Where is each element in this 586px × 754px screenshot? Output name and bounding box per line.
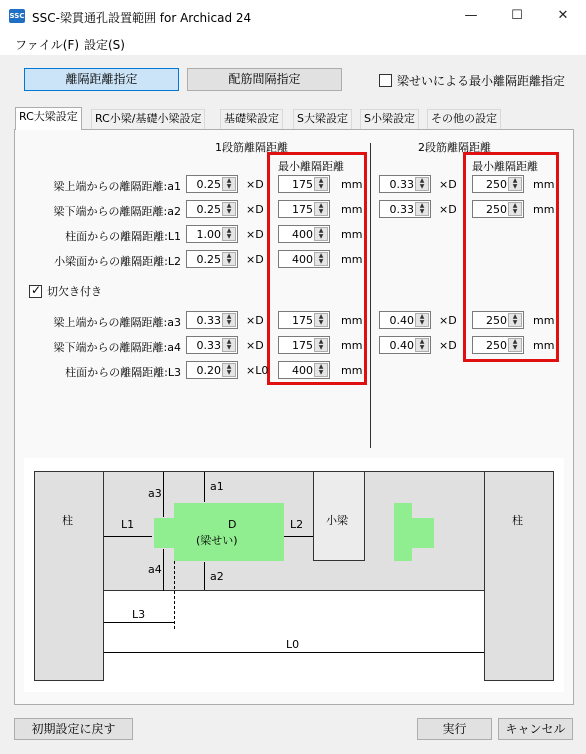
section2-title: 2段筋離隔距離	[418, 141, 491, 154]
tab-rc-main-beam[interactable]: RC大梁設定	[15, 107, 82, 130]
l1-dim: L1	[121, 518, 135, 531]
l1-xd: ×D	[246, 228, 264, 241]
app-icon: SSC	[9, 9, 25, 23]
window-title: SSC-梁貫通孔設置範囲 for Archicad 24	[32, 11, 252, 25]
l3-label: 柱面からの離隔距離:L3	[65, 366, 181, 379]
section1-title: 1段筋離隔距離	[215, 141, 288, 154]
a4-mm-input-2[interactable]: 250 ▲ ▼	[472, 336, 524, 354]
a1-xd-2: ×D	[439, 178, 457, 191]
l2-mm-input[interactable]: 400 ▲ ▼	[278, 250, 330, 268]
min-distance-header-1: 最小離隔距離	[278, 160, 344, 173]
a1-dim-line	[204, 472, 205, 502]
left-column-label: 柱	[62, 514, 73, 527]
a4-label: 梁下端からの離隔距離:a4	[53, 341, 181, 354]
l2-label: 小梁面からの離隔距離:L2	[54, 255, 181, 268]
a4-mm-input[interactable]: 175 ▲ ▼	[278, 336, 330, 354]
beam-diagram	[24, 458, 564, 692]
a2-unit-2: mm	[533, 203, 555, 216]
a3-unit: mm	[341, 314, 363, 327]
close-button[interactable]: ✕	[557, 8, 569, 23]
right-column-label: 柱	[512, 514, 523, 527]
d-label: D	[228, 518, 237, 531]
l2-xd: ×D	[246, 253, 264, 266]
a2-unit: mm	[341, 203, 363, 216]
a3-dim-line	[163, 472, 164, 517]
a1-xd: ×D	[246, 178, 264, 191]
a2-xd-2: ×D	[439, 203, 457, 216]
left-column	[34, 471, 104, 681]
a4-unit: mm	[341, 339, 363, 352]
a1-factor-input[interactable]: 0.25 ▲ ▼	[186, 175, 238, 193]
l3-unit: mm	[341, 364, 363, 377]
a1-mm-input[interactable]: 175 ▲ ▼	[278, 175, 330, 193]
a3-xd: ×D	[246, 314, 264, 327]
menu-settings[interactable]: 設定(S)	[84, 38, 125, 52]
hole-notch-right	[410, 518, 434, 548]
a3-unit-2: mm	[533, 314, 555, 327]
l2-dim: L2	[290, 518, 304, 531]
a4-dim-line	[163, 549, 164, 591]
beam-depth-label: 梁せいによる最小離隔距離指定	[397, 74, 566, 88]
tab-other-settings[interactable]: その他の設定	[427, 109, 501, 129]
l1-dim-line	[104, 536, 152, 537]
l2-unit: mm	[341, 253, 363, 266]
l3-xl0: ×L0	[246, 364, 269, 377]
a2-factor-input[interactable]: 0.25 ▲ ▼	[186, 200, 238, 218]
min-distance-header-2: 最小離隔距離	[472, 160, 538, 173]
a1-mm-input-2[interactable]: 250 ▲ ▼	[472, 175, 524, 193]
tab-foundation-beam[interactable]: 基礎梁設定	[220, 109, 283, 129]
l3-dim: L3	[132, 608, 146, 621]
pitch-mode-button[interactable]: 配筋間隔指定	[187, 68, 342, 91]
a3-mm-input-2[interactable]: 250 ▲ ▼	[472, 311, 524, 329]
a3-xd-2: ×D	[439, 314, 457, 327]
a1-unit-2: mm	[533, 178, 555, 191]
a2-factor-input-2[interactable]: 0.33 ▲ ▼	[379, 200, 431, 218]
beam-depth-checkbox[interactable]	[379, 74, 392, 87]
minimize-button[interactable]: —	[464, 8, 478, 23]
l1-unit: mm	[341, 228, 363, 241]
a2-xd: ×D	[246, 203, 264, 216]
reset-button[interactable]: 初期設定に戻す	[14, 718, 133, 740]
a4-factor-input[interactable]: 0.33 ▲ ▼	[186, 336, 238, 354]
l3-factor-input[interactable]: 0.20 ▲ ▼	[186, 361, 238, 379]
a4-unit-2: mm	[533, 339, 555, 352]
l0-dim-line	[104, 652, 484, 653]
l2-factor-input[interactable]: 0.25 ▲ ▼	[186, 250, 238, 268]
l1-label: 柱面からの離隔距離:L1	[65, 230, 181, 243]
a3-mm-input[interactable]: 175 ▲ ▼	[278, 311, 330, 329]
a4-xd-2: ×D	[439, 339, 457, 352]
notch-label: 切欠き付き	[47, 285, 102, 298]
d-sub-label: (梁せい)	[196, 534, 238, 547]
tab-rc-sub-beam[interactable]: RC小梁/基礎小梁設定	[91, 109, 205, 129]
maximize-button[interactable]: ☐	[511, 8, 523, 23]
a1-label: 梁上端からの離隔距離:a1	[53, 180, 181, 193]
l1-factor-input[interactable]: 1.00 ▲ ▼	[186, 225, 238, 243]
cancel-button[interactable]: キャンセル	[498, 718, 573, 740]
a3-label: 梁上端からの離隔距離:a3	[53, 316, 181, 329]
run-button[interactable]: 実行	[417, 718, 492, 740]
a1-factor-input-2[interactable]: 0.33 ▲ ▼	[379, 175, 431, 193]
l3-extension-line	[174, 561, 175, 629]
l3-mm-input[interactable]: 400 ▲ ▼	[278, 361, 330, 379]
tab-s-main-beam[interactable]: S大梁設定	[293, 109, 352, 129]
a2-mm-input-2[interactable]: 250 ▲ ▼	[472, 200, 524, 218]
section-divider	[370, 143, 371, 448]
right-column	[484, 471, 554, 681]
a2-mm-input[interactable]: 175 ▲ ▼	[278, 200, 330, 218]
a2-dim-line	[204, 562, 205, 590]
notch-checkbox[interactable]	[29, 285, 42, 298]
a2-dim: a2	[210, 570, 224, 583]
sub-beam-label: 小梁	[326, 514, 348, 527]
tab-s-sub-beam[interactable]: S小梁設定	[360, 109, 419, 129]
l2-dim-line	[284, 536, 313, 537]
l1-mm-input[interactable]: 400 ▲ ▼	[278, 225, 330, 243]
a1-unit: mm	[341, 178, 363, 191]
a4-factor-input-2[interactable]: 0.40 ▲ ▼	[379, 336, 431, 354]
a4-dim: a4	[148, 563, 162, 576]
l3-dim-line	[104, 622, 174, 623]
a3-factor-input[interactable]: 0.33 ▲ ▼	[186, 311, 238, 329]
a2-label: 梁下端からの離隔距離:a2	[53, 205, 181, 218]
a1-dim: a1	[210, 480, 224, 493]
a4-xd: ×D	[246, 339, 264, 352]
a3-dim: a3	[148, 487, 162, 500]
distance-mode-button[interactable]: 離隔距離指定	[24, 68, 179, 91]
a3-factor-input-2[interactable]: 0.40 ▲ ▼	[379, 311, 431, 329]
hole-notch	[154, 518, 176, 548]
l0-dim: L0	[286, 638, 300, 651]
menu-file[interactable]: ファイル(F)	[15, 38, 80, 52]
